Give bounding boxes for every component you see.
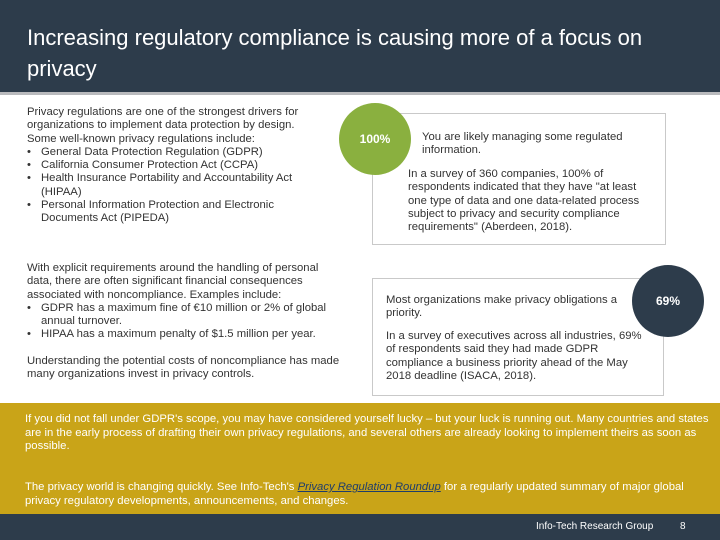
stat1-headline: You are likely managing some regulated information. xyxy=(422,131,623,157)
list-item: • Health Insurance Portability and Accountability Act (HIPAA) xyxy=(27,172,323,199)
list-item: • General Data Protection Regulation (GDPR) xyxy=(27,146,323,159)
banner-text-before: The privacy world is changing quickly. See Info-Tech's xyxy=(25,481,298,493)
stat1-detail: In a survey of 360 companies, 100% of respondents indicated that they have "at least one type of data and one data-related process subject to privacy and security compliance requirements" (Aberdeen, 2018). xyxy=(408,168,640,234)
stat2-headline: Most organizations make privacy obligations a priority. xyxy=(386,294,618,320)
privacy-regulation-roundup-link[interactable]: Privacy Regulation Roundup xyxy=(297,481,441,493)
page-number: 8 xyxy=(680,521,686,532)
list-item: • Personal Information Protection and Electronic Documents Act (PIPEDA) xyxy=(27,199,323,226)
list-item: • GDPR has a maximum fine of €10 million or 2% of global annual turnover. xyxy=(27,302,345,329)
header-bar xyxy=(0,0,720,92)
penalties-list xyxy=(27,302,345,342)
footer-bar xyxy=(0,514,720,540)
list-item: • HIPAA has a maximum penalty of $1.5 million per year. xyxy=(27,328,345,341)
banner-text-after: for a regularly updated summary of major global privacy regulatory developments, announcements, and changes. xyxy=(25,481,684,507)
stat1-value: 100% xyxy=(359,132,391,146)
stat2-circle xyxy=(632,265,704,337)
banner-text-2 xyxy=(25,481,715,508)
list-item: • California Consumer Protection Act (CCPA) xyxy=(27,159,323,172)
regulations-intro: Privacy regulations are one of the strongest drivers for organizations to implement data protection by design. Some well-known privacy regulations include: xyxy=(27,106,299,145)
penalties-closing: Understanding the potential costs of noncompliance has made many organizations invest in privacy controls. xyxy=(27,354,340,381)
callout-banner xyxy=(0,403,720,514)
penalties-section xyxy=(27,262,345,381)
stat1-circle xyxy=(339,103,411,175)
page-title: Increasing regulatory compliance is causing more of a focus on privacy xyxy=(27,25,643,81)
header-divider xyxy=(0,92,720,95)
banner-text-1: If you did not fall under GDPR's scope, you may have considered yourself lucky – but your luck is running out. Many countries and states are in the early process of drafting their own privacy regulations, and several others are already looking to implement theirs as soon as possible. xyxy=(25,413,709,452)
regulations-list xyxy=(27,146,323,226)
penalties-intro: With explicit requirements around the handling of personal data, there are often significant financial consequences associated with noncompliance. Examples include: xyxy=(27,262,319,301)
regulations-section xyxy=(27,106,323,226)
footer-org: Info-Tech Research Group xyxy=(536,521,654,532)
stat2-value: 69% xyxy=(655,294,681,308)
stat2-detail: In a survey of executives across all industries, 69% of respondents said they had made GDPR compliance a business priority ahead of the May 2018 deadline (ISACA, 2018). xyxy=(386,330,642,382)
